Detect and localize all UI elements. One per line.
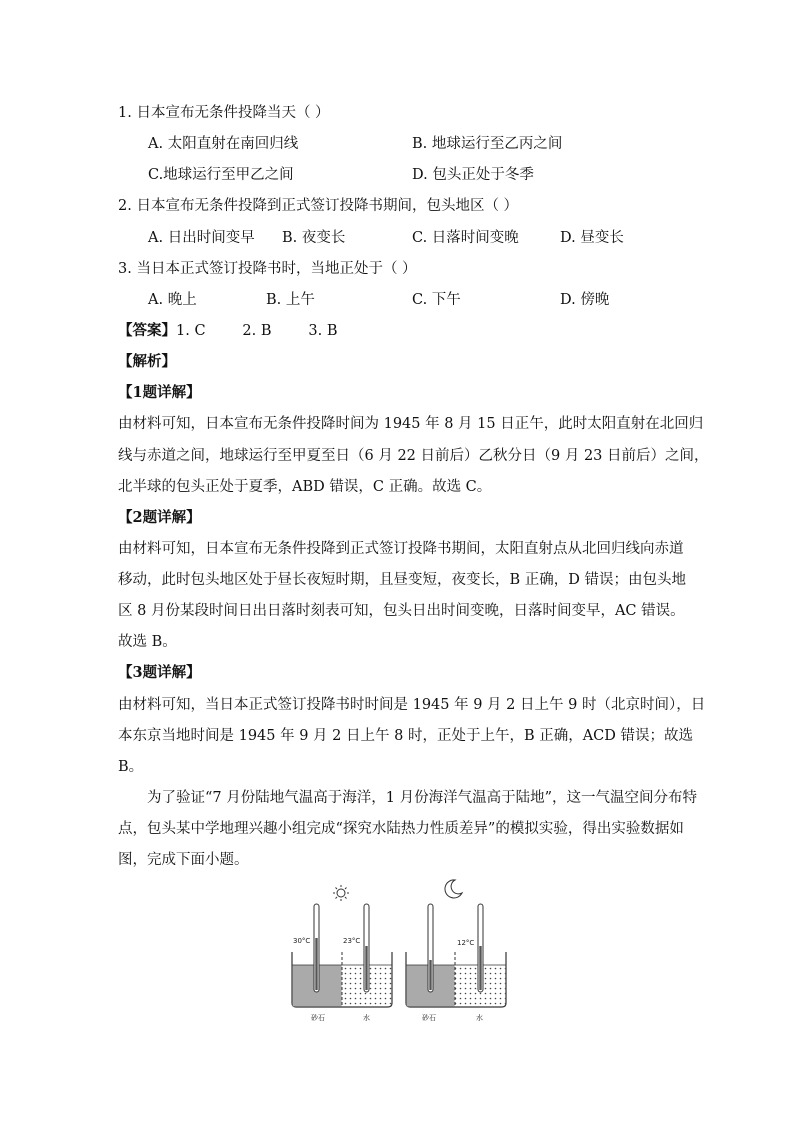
detail-2-heading: 【2题详解】 — [118, 509, 201, 526]
material-line: 点，包头某中学地理兴趣小组完成“探究水陆热力性质差异”的模拟实验，得出实验数据如 — [118, 821, 684, 837]
detail-1-line: 北半球的包头正处于夏季，ABD 错误，C 正确。故选 C。 — [118, 479, 492, 495]
question-2-option-a: A. 日出时间变早 — [148, 230, 255, 246]
material-line: 图，完成下面小题。 — [118, 852, 249, 868]
question-3-option-c: C. 下午 — [412, 292, 461, 308]
detail-2-line: 由材料可知，日本宣布无条件投降到正式签订投降书期间，太阳直射点从北回归线向赤道 — [118, 541, 684, 557]
question-1-option-a: A. 太阳直射在南回归线 — [148, 136, 299, 152]
detail-3-heading: 【3题详解】 — [118, 664, 201, 681]
sand-label: 砂石 — [311, 1014, 325, 1022]
question-1-option-d: D. 包头正处于冬季 — [412, 167, 534, 183]
water-label: 水 — [363, 1014, 370, 1022]
analysis-label: 【解析】 — [118, 353, 176, 370]
question-2-option-d: D. 昼变长 — [560, 230, 624, 246]
answer-text: 1. C 2. B 3. B — [176, 323, 338, 339]
detail-1-line: 线与赤道之间，地球运行至甲夏至日（6 月 22 日前后）乙秋分日（9 月 23 日前后）之间， — [118, 448, 709, 464]
question-1-option-c: C.地球运行至甲乙之间 — [148, 167, 294, 183]
day-apparatus — [292, 885, 392, 1022]
question-3-option-d: D. 傍晚 — [560, 292, 610, 308]
question-3-option-b: B. 上午 — [266, 292, 315, 308]
detail-3-line: 由材料可知，当日本正式签订投降书时时间是 1945 年 9 月 2 日上午 9 时（北京时间），日 — [118, 697, 706, 713]
question-1-stem: 1. 日本宣布无条件投降当天（ ） — [118, 105, 330, 121]
detail-2-line: 移动，此时包头地区处于昼长夜短时期，且昼变短，夜变长，B 正确，D 错误；由包头地 — [118, 572, 686, 588]
night-water-temp: 12°C — [457, 939, 475, 947]
question-3-option-a: A. 晚上 — [148, 292, 197, 308]
detail-1-heading: 【1题详解】 — [118, 384, 201, 401]
answer-label: 【答案】 — [118, 322, 176, 339]
detail-1-line: 由材料可知，日本宣布无条件投降时间为 1945 年 8 月 15 日正午，此时太阳直射在北回归 — [118, 416, 704, 432]
question-2-option-b: B. 夜变长 — [282, 230, 346, 246]
question-2-option-c: C. 日落时间变晚 — [412, 230, 519, 246]
question-2-stem: 2. 日本宣布无条件投降到正式签订投降书期间，包头地区（ ） — [118, 198, 519, 214]
sand-label: 砂石 — [422, 1014, 436, 1022]
experiment-figure — [288, 876, 528, 1026]
moon-icon — [445, 880, 462, 898]
day-water-temp: 23°C — [343, 937, 361, 945]
question-3-stem: 3. 当日本正式签订投降书时，当地正处于（ ） — [118, 261, 417, 277]
detail-2-line: 故选 B。 — [118, 634, 177, 650]
day-sand-temp: 30°C — [293, 937, 311, 945]
night-apparatus — [406, 880, 506, 1022]
detail-2-line: 区 8 月份某段时间日出日落时刻表可知，包头日出时间变晚，日落时间变早，AC 错误。 — [118, 603, 685, 619]
detail-3-line: 本东京当地时间是 1945 年 9 月 2 日上午 8 时，正处于上午，B 正确，ACD 错误；故选 — [118, 728, 694, 744]
sun-icon — [333, 885, 349, 901]
answer-line — [118, 321, 678, 341]
material-line: 为了验证“7 月份陆地气温高于海洋，1 月份海洋气温高于陆地”，这一气温空间分布特 — [147, 790, 697, 806]
detail-3-line: B。 — [118, 759, 144, 775]
water-label: 水 — [476, 1014, 483, 1022]
question-1-option-b: B. 地球运行至乙丙之间 — [412, 136, 563, 152]
